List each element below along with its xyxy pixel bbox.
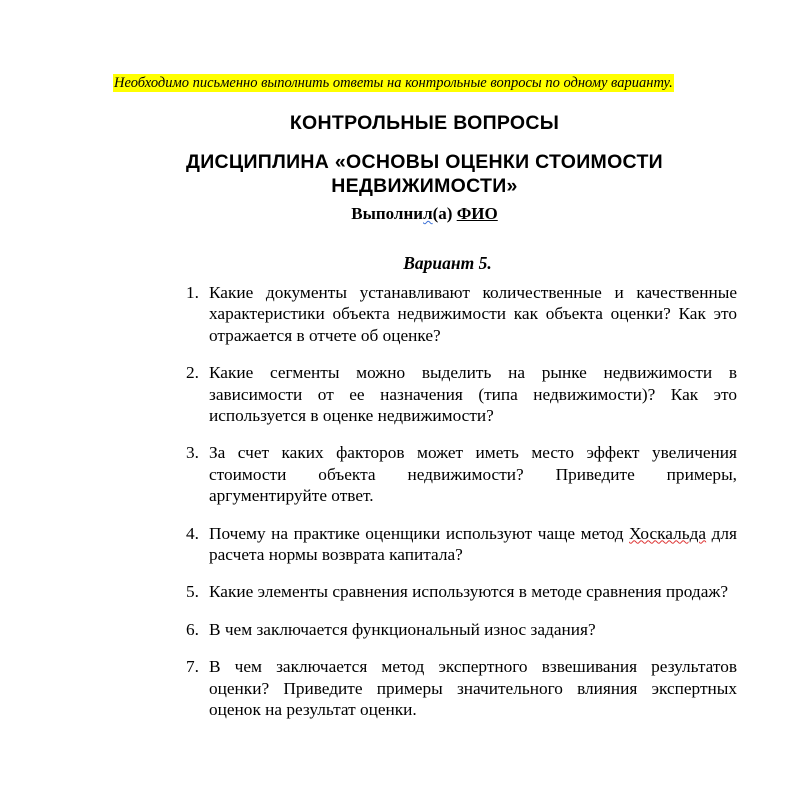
question-item: [176, 619, 737, 640]
question-text: [209, 524, 737, 564]
question-item: [176, 656, 737, 720]
question-item: [176, 282, 737, 346]
misspelled-word: Хоскальда: [629, 523, 707, 543]
question-text: Какие сегменты можно выделить на рынке недвижимости в зависимости от ее назначения (типа недвижимости)? Как это используется в оценке недвижимости?: [209, 363, 737, 426]
performed-label-a: Выполни: [351, 204, 424, 223]
performer-name: ФИО: [456, 204, 498, 223]
question-number: 1.: [186, 283, 199, 302]
questions-list: [176, 282, 737, 737]
variant-heading: Вариант 5.: [403, 253, 492, 273]
question-text-part: Почему на практике оценщики используют чаще метод: [209, 523, 630, 543]
question-text: Какие документы устанавливают количественные и качественные характеристики объекта недвижимости как объекта оценки? Как это отражается в отчете об оценке?: [209, 283, 737, 345]
performed-label-b: л: [423, 204, 433, 223]
question-number: 7.: [186, 657, 199, 677]
question-number: 3.: [186, 443, 199, 463]
question-text-part: для расчета нормы возврата капитала?: [209, 523, 737, 565]
question-number: 5.: [186, 582, 199, 602]
question-text: В чем заключается метод экспертного взвешивания результатов оценки? Приведите примеры значительного влияния экспертных оценок на результат оценки.: [209, 657, 737, 720]
question-item: [176, 581, 737, 602]
control-questions-title: КОНТРОЛЬНЫЕ ВОПРОСЫ: [289, 112, 560, 134]
question-text: За счет каких факторов может иметь место эффект увеличения стоимости объекта недвижимости? Приведите примеры, аргументируйте ответ.: [209, 443, 737, 506]
instruction-notice: Необходимо письменно выполнить ответы на контрольные вопросы по одному варианту.: [114, 75, 673, 91]
question-number: 4.: [186, 523, 199, 543]
discipline-title-line-1: ДИСЦИПЛИНА «ОСНОВЫ ОЦЕНКИ СТОИМОСТИ: [186, 151, 663, 173]
discipline-title-line-2: НЕДВИЖИМОСТИ»: [331, 175, 518, 197]
question-number: 2.: [186, 363, 199, 383]
performed-by-line: [0, 203, 793, 225]
question-number: 6.: [186, 619, 199, 639]
question-item: [176, 442, 737, 506]
question-item: [176, 523, 737, 566]
performed-label-c: (а): [432, 204, 457, 223]
question-text: В чем заключается функциональный износ задания?: [209, 619, 596, 639]
question-text: Какие элементы сравнения используются в методе сравнения продаж?: [209, 582, 729, 602]
discipline-title: [0, 150, 793, 198]
question-item: [176, 362, 737, 426]
